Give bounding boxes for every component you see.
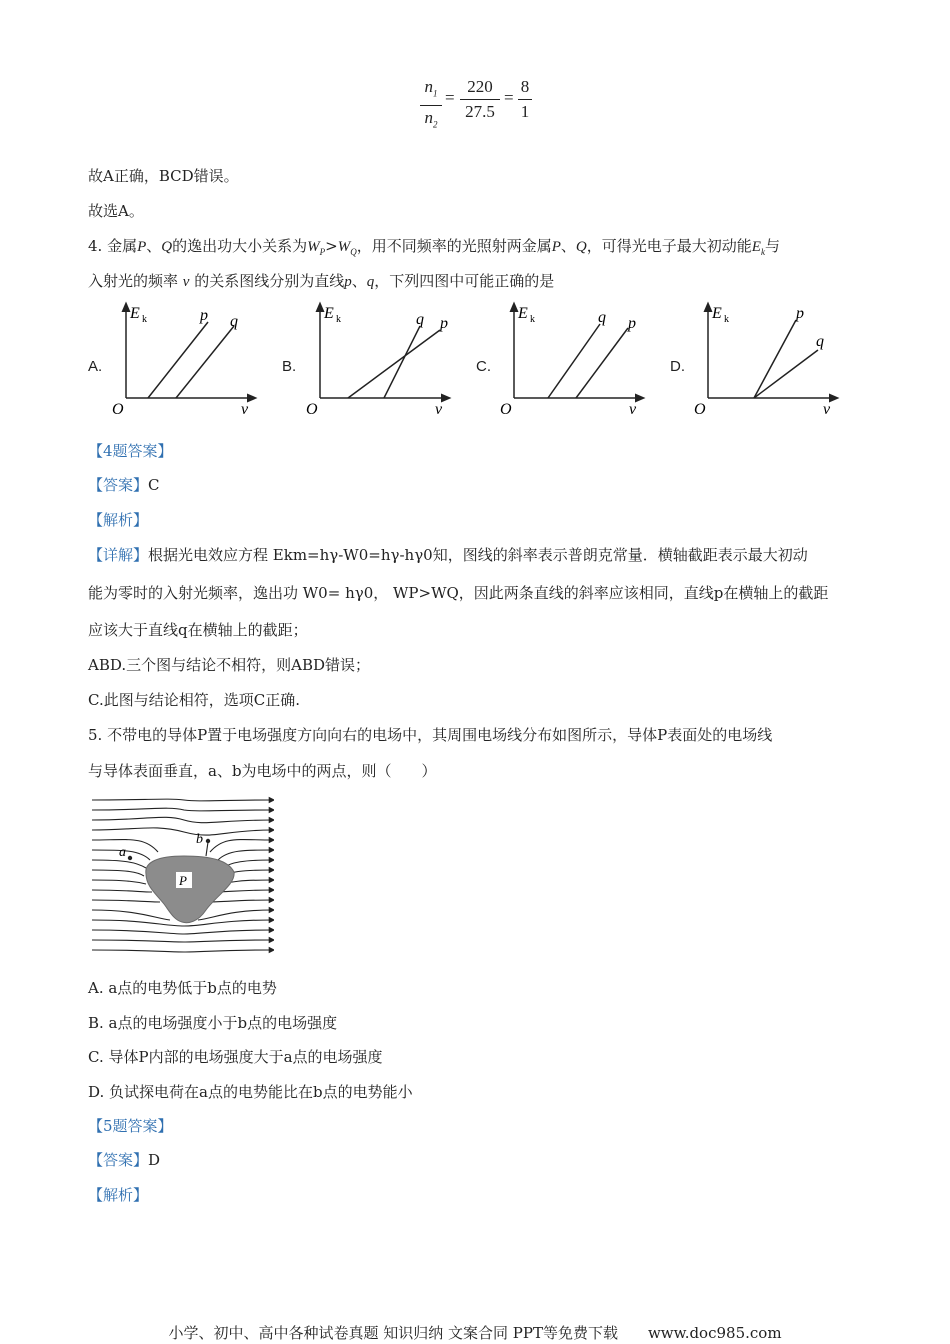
question-5-line-1: 5. 不带电的导体P置于电场强度方向向右的电场中，其周围电场线分布如图所示，导体P表面处的电场线 [88,726,773,744]
svg-text:O: O [306,401,318,418]
question-4-line-1: 4. 金属P、Q的逸出功大小关系为$W_P>W_Q$，用不同频率的光照射两金属P、Q，可得光电子最大初动能$E_k$与 [88,237,780,257]
option-a-label: A. [88,358,103,375]
svg-text:O: O [500,401,512,418]
detail-line-2: 能为零时的入射光频率，逸出功 W0= hγ0， WP>WQ，因此两条直线的斜率应该相同，直线p在横轴上的截距 [88,584,829,602]
point-a-label: a [119,845,126,860]
conductor-shape [146,856,234,923]
graph-option-b [302,300,452,420]
option-c-label: C. [476,358,491,375]
svg-text:p: p [200,307,208,324]
ratio-fraction: $n_1$ $n_2$ [420,76,442,136]
conductor-label: P [179,873,187,888]
conclusion-line: 故A正确，BCD错误。 [88,167,239,185]
option-d: D. 负试探电荷在a点的电势能比在b点的电势能小 [88,1083,413,1101]
svg-text:ν: ν [435,401,443,418]
option-d-label: D. [670,358,685,375]
svg-text:ν: ν [241,401,249,418]
svg-text:k: k [336,314,341,325]
svg-text:ν: ν [823,401,831,418]
svg-text:k: k [142,314,147,325]
option-b: B. a点的电场强度小于b点的电场强度 [88,1014,338,1032]
option-c: C. 导体P内部的电场强度大于a点的电场强度 [88,1048,383,1066]
svg-text:p: p [628,315,636,332]
svg-text:O: O [112,401,124,418]
svg-text:E: E [324,305,334,322]
choice-line: 故选A。 [88,202,144,220]
answer-4-heading: 【4题答案】 [88,442,173,460]
turns-ratio-formula: $n_1$ $n_2$ = 220 27.5 = 8 1 [420,76,540,136]
answer-5-line: 【答案】D [88,1151,161,1169]
result-fraction: 8 1 [518,76,532,123]
detail-line-4: ABD.三个图与结论不相符，则ABD错误； [88,656,370,674]
page-footer: 小学、初中、高中各种试卷真题 知识归纳 文案合同 PPT等免费下载 www.doc985.com [168,1324,782,1342]
svg-text:ν: ν [629,401,637,418]
voltage-fraction: 220 27.5 [460,76,500,123]
svg-text:p: p [440,315,448,332]
svg-text:q: q [816,333,824,350]
point-b-dot [206,839,210,843]
detail-line-3: 应该大于直线q在横轴上的截距； [88,621,308,639]
svg-text:q: q [598,309,606,326]
electric-field-figure [88,792,274,954]
y-axis-label: E [130,305,140,322]
option-a: A. a点的电势低于b点的电势 [88,979,277,997]
analysis-5-heading: 【解析】 [88,1186,149,1204]
detail-line-5: C.此图与结论相符，选项C正确. [88,691,300,709]
graph-option-d [690,300,840,420]
svg-text:p: p [796,305,804,322]
graph-option-c [496,300,646,420]
answer-5-heading: 【5题答案】 [88,1117,173,1135]
svg-text:k: k [530,314,535,325]
detail-line-1: 【详解】根据光电效应方程 Ekm=hγ-W0=hγ-hγ0知，图线的斜率表示普朗克常量．横轴截距表示最大初动 [88,546,808,564]
answer-4-line: 【答案】C [88,476,160,494]
svg-text:k: k [724,314,729,325]
point-b-label: b [196,832,203,847]
svg-text:O: O [694,401,706,418]
point-a-dot [128,856,132,860]
svg-text:E: E [518,305,528,322]
graph-option-a [108,300,258,420]
analysis-4-heading: 【解析】 [88,511,149,529]
svg-text:E: E [712,305,722,322]
svg-text:q: q [416,311,424,328]
svg-text:q: q [230,313,238,330]
option-b-label: B. [282,358,297,375]
svg-text:E [129,305,140,322]
question-5-line-2: 与导体表面垂直，a、b为电场中的两点，则（ ） [88,762,437,780]
question-4-line-2: 入射光的频率 ν 的关系图线分别为直线p、q，下列四图中可能正确的是 [88,272,555,290]
